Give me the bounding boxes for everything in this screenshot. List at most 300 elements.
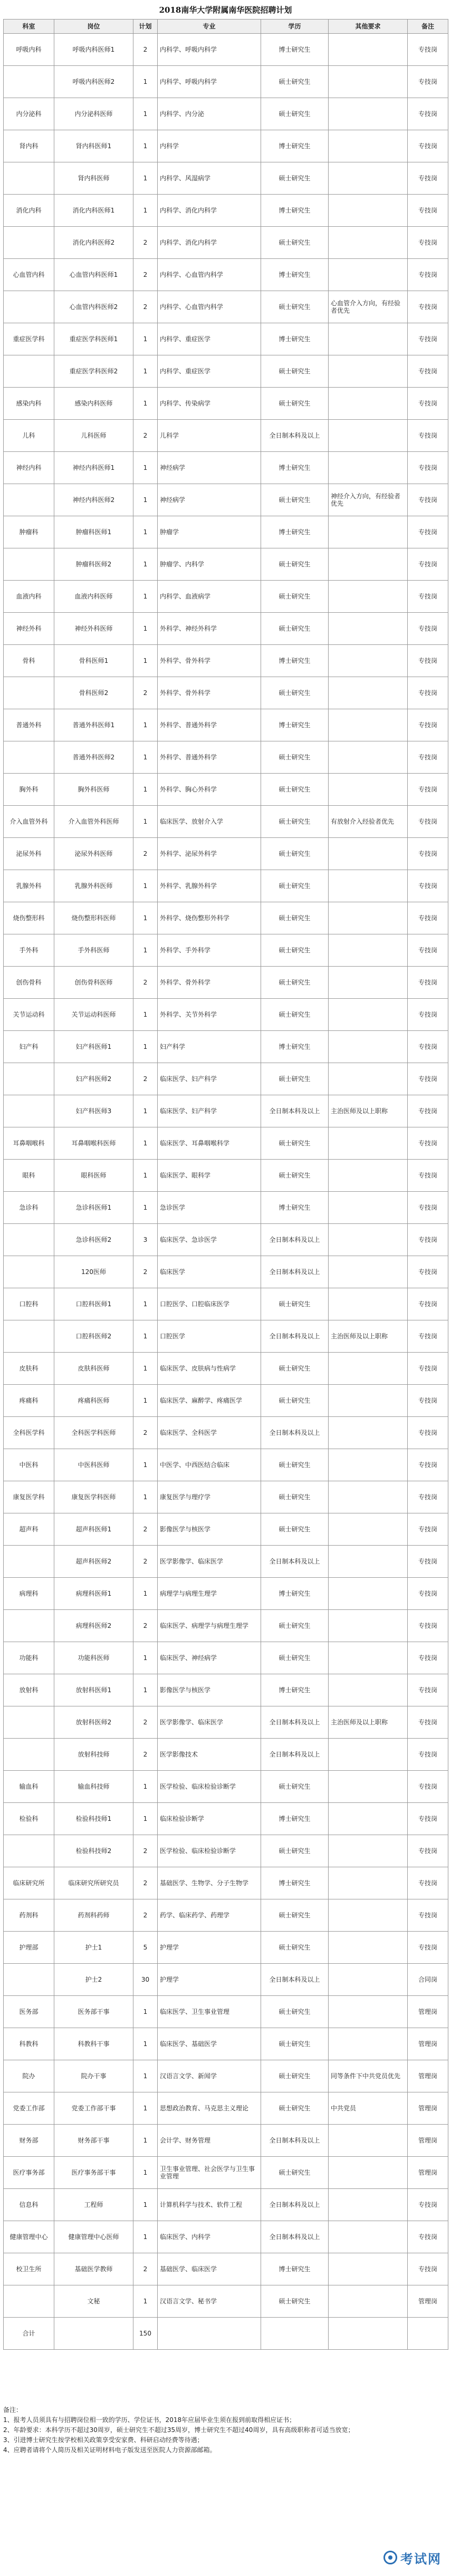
cell-major: 内科学、呼吸内科学: [158, 66, 261, 98]
cell-major: 临床医学、神经病学: [158, 1642, 261, 1674]
table-row: [4, 548, 448, 581]
cell-plan: 1: [133, 162, 158, 195]
cell-remark: 专技岗: [408, 838, 448, 870]
cell-major: 外科学、骨外科学: [158, 677, 261, 709]
cell-plan: 1: [133, 1127, 158, 1160]
table-row: [4, 613, 448, 645]
cell-department: 感染内科: [4, 388, 54, 420]
cell-plan: 5: [133, 1932, 158, 1964]
cell-department: 眼科: [4, 1160, 54, 1192]
cell-education: 硕士研究生: [261, 1063, 329, 1095]
cell-plan: 1: [133, 2028, 158, 2060]
cell-remark: 管理岗: [408, 2125, 448, 2157]
cell-other-requirements: [329, 1642, 408, 1674]
header-education: 学历: [261, 20, 329, 34]
cell-position: 放射科医师2: [54, 1706, 133, 1739]
cell-education: 博士研究生: [261, 452, 329, 484]
table-row: [4, 2157, 448, 2189]
header-major: 专业: [158, 20, 261, 34]
cell-education: 博士研究生: [261, 34, 329, 66]
table-row: [4, 2285, 448, 2318]
cell-education: 硕士研究生: [261, 98, 329, 130]
cell-major: 肿瘤学: [158, 516, 261, 548]
table-row: [4, 677, 448, 709]
cell-plan: 1: [133, 1578, 158, 1610]
cell-major: 计算机科学与技术、软件工程: [158, 2189, 261, 2221]
cell-other-requirements: 有放射介入经验者优先: [329, 806, 408, 838]
cell-education: 硕士研究生: [261, 613, 329, 645]
cell-education: 硕士研究生: [261, 741, 329, 774]
cell-department: 心血管内科: [4, 259, 54, 291]
table-row: [4, 999, 448, 1031]
cell-position: 财务部干事: [54, 2125, 133, 2157]
cell-department: 肿瘤科: [4, 516, 54, 548]
cell-major: 汉语言文学、新闻学: [158, 2060, 261, 2092]
cell-other-requirements: [329, 2221, 408, 2253]
table-row: [4, 2028, 448, 2060]
cell-major: 病理学与病理生理学: [158, 1578, 261, 1610]
table-row: [4, 741, 448, 774]
cell-position: 烧伤整形科医师: [54, 902, 133, 934]
cell-other-requirements: [329, 420, 408, 452]
cell-position: 病理科医师1: [54, 1578, 133, 1610]
cell-education: 博士研究生: [261, 323, 329, 355]
cell-major: 临床医学、妇产科学: [158, 1095, 261, 1127]
table-row: [4, 291, 448, 323]
cell-plan: 2: [133, 1706, 158, 1739]
cell-position: 神经内科医师2: [54, 484, 133, 516]
cell-position: 医疗事务部干事: [54, 2157, 133, 2189]
cell-other-requirements: [329, 1964, 408, 1996]
cell-department: [4, 1706, 54, 1739]
cell-remark: 专技岗: [408, 1224, 448, 1256]
cell-education: 硕士研究生: [261, 66, 329, 98]
cell-major: 内科学、重症医学: [158, 355, 261, 388]
cell-other-requirements: [329, 1578, 408, 1610]
cell-major: 医学检验、临床检验诊断学: [158, 1835, 261, 1867]
cell-department: [4, 1320, 54, 1353]
cell-major: 急诊医学: [158, 1192, 261, 1224]
cell-remark: 专技岗: [408, 1546, 448, 1578]
cell-department: [4, 677, 54, 709]
table-row: [4, 774, 448, 806]
cell-education: 硕士研究生: [261, 999, 329, 1031]
cell-other-requirements: [329, 323, 408, 355]
cell-position: 康复医学科医师: [54, 1481, 133, 1513]
cell-department: 普通外科: [4, 709, 54, 741]
cell-position: 重症医学科医师2: [54, 355, 133, 388]
cell-other-requirements: [329, 999, 408, 1031]
cell-department: [4, 1256, 54, 1288]
cell-other-requirements: [329, 130, 408, 162]
cell-department: [4, 1739, 54, 1771]
cell-department: 急诊科: [4, 1192, 54, 1224]
cell-plan: 1: [133, 66, 158, 98]
cell-position: 科教科干事: [54, 2028, 133, 2060]
table-row: [4, 870, 448, 902]
cell-plan: 1: [133, 516, 158, 548]
cell-education: 硕士研究生: [261, 227, 329, 259]
cell-position: 普通外科医师1: [54, 709, 133, 741]
table-row: [4, 1771, 448, 1803]
cell-other-requirements: [329, 1899, 408, 1932]
table-row: [4, 1320, 448, 1353]
cell-plan: 1: [133, 1192, 158, 1224]
watermark: [383, 2549, 442, 2567]
cell-department: 胸外科: [4, 774, 54, 806]
cell-education: 博士研究生: [261, 709, 329, 741]
cell-department: 药剂科: [4, 1899, 54, 1932]
table-row: [4, 1127, 448, 1160]
cell-position: 基础医学教师: [54, 2253, 133, 2285]
table-row: [4, 1899, 448, 1932]
cell-plan: 1: [133, 774, 158, 806]
table-row: [4, 838, 448, 870]
cell-plan: 1: [133, 1996, 158, 2028]
cell-plan: 2: [133, 1256, 158, 1288]
cell-plan: 2: [133, 259, 158, 291]
cell-position: 超声科医师1: [54, 1513, 133, 1546]
table-row: [4, 1964, 448, 1996]
cell-remark: 专技岗: [408, 1771, 448, 1803]
cell-plan: 1: [133, 1320, 158, 1353]
cell-department: 介入血管外科: [4, 806, 54, 838]
cell-remark: 专技岗: [408, 548, 448, 581]
cell-education: 硕士研究生: [261, 1642, 329, 1674]
cell-education: 硕士研究生: [261, 2092, 329, 2125]
cell-plan: 1: [133, 999, 158, 1031]
cell-other-requirements: [329, 902, 408, 934]
cell-position: 神经内科医师1: [54, 452, 133, 484]
cell-remark: 专技岗: [408, 1610, 448, 1642]
cell-remark: 专技岗: [408, 645, 448, 677]
cell-remark: 专技岗: [408, 130, 448, 162]
cell-position: 手外科医师: [54, 934, 133, 967]
table-row: [4, 1642, 448, 1674]
cell-education: 博士研究生: [261, 2253, 329, 2285]
cell-other-requirements: [329, 1256, 408, 1288]
cell-education: 硕士研究生: [261, 484, 329, 516]
cell-remark: 专技岗: [408, 34, 448, 66]
cell-department: 骨科: [4, 645, 54, 677]
cell-plan: 3: [133, 1224, 158, 1256]
table-row: [4, 806, 448, 838]
cell-remark: 专技岗: [408, 452, 448, 484]
cell-department: 儿科: [4, 420, 54, 452]
cell-remark: 专技岗: [408, 1095, 448, 1127]
cell-major: 肿瘤学、内科学: [158, 548, 261, 581]
cell-position: 妇产科医师3: [54, 1095, 133, 1127]
cell-position: 呼吸内科医师2: [54, 66, 133, 98]
table-row: [4, 645, 448, 677]
cell-major: 药学、临床药学、药理学: [158, 1899, 261, 1932]
cell-other-requirements: 中共党员: [329, 2092, 408, 2125]
cell-major: 外科学、普通外科学: [158, 709, 261, 741]
cell-remark: 专技岗: [408, 162, 448, 195]
cell-department: 放射科: [4, 1674, 54, 1706]
cell-education: 硕士研究生: [261, 774, 329, 806]
notes-heading: 备注：: [3, 2406, 23, 2414]
cell-remark: 专技岗: [408, 1481, 448, 1513]
cell-plan: 1: [133, 1031, 158, 1063]
cell-remark: 专技岗: [408, 774, 448, 806]
cell-position: 妇产科医师2: [54, 1063, 133, 1095]
cell-remark: 专技岗: [408, 2221, 448, 2253]
cell-plan: 1: [133, 1803, 158, 1835]
cell-remark: 专技岗: [408, 1739, 448, 1771]
cell-education: 全日制本科及以上: [261, 2125, 329, 2157]
cell-major: 护理学: [158, 1932, 261, 1964]
cell-plan: 2: [133, 34, 158, 66]
cell-education: 硕士研究生: [261, 1932, 329, 1964]
cell-other-requirements: [329, 66, 408, 98]
cell-department: 耳鼻咽喉科: [4, 1127, 54, 1160]
cell-major: 临床医学、眼科学: [158, 1160, 261, 1192]
cell-position: 120医师: [54, 1256, 133, 1288]
cell-department: [4, 291, 54, 323]
cell-plan: 1: [133, 323, 158, 355]
cell-position: 工程师: [54, 2189, 133, 2221]
table-row: [4, 1610, 448, 1642]
cell-department: 肾内科: [4, 130, 54, 162]
cell-education: 硕士研究生: [261, 291, 329, 323]
cell-major: 医学影像学、临床医学: [158, 1546, 261, 1578]
cell-major: 神经病学: [158, 452, 261, 484]
cell-education: 硕士研究生: [261, 1481, 329, 1513]
cell-other-requirements: [329, 227, 408, 259]
cell-major: 临床医学、病理学与病理生理学: [158, 1610, 261, 1642]
cell-plan: 1: [133, 452, 158, 484]
cell-remark: 专技岗: [408, 291, 448, 323]
cell-plan: 1: [133, 870, 158, 902]
cell-other-requirements: [329, 838, 408, 870]
cell-other-requirements: [329, 1063, 408, 1095]
cell-other-requirements: [329, 1803, 408, 1835]
cell-department: [4, 1964, 54, 1996]
cell-remark: 专技岗: [408, 1706, 448, 1739]
cell-major: 临床医学、全科医学: [158, 1417, 261, 1449]
cell-major: 内科学、呼吸内科学: [158, 34, 261, 66]
cell-major: 基础医学、生物学、分子生物学: [158, 1867, 261, 1899]
cell-department: [4, 66, 54, 98]
cell-remark: 专技岗: [408, 1127, 448, 1160]
cell-education: 博士研究生: [261, 259, 329, 291]
cell-other-requirements: [329, 709, 408, 741]
cell-remark: 专技岗: [408, 1353, 448, 1385]
cell-other-requirements: [329, 355, 408, 388]
cell-remark: 专技岗: [408, 677, 448, 709]
cell-position: 普通外科医师2: [54, 741, 133, 774]
cell-other-requirements: [329, 1771, 408, 1803]
cell-other-requirements: [329, 1610, 408, 1642]
cell-position: 检验科技师1: [54, 1803, 133, 1835]
cell-education: 硕士研究生: [261, 1610, 329, 1642]
cell-education: 全日制本科及以上: [261, 1417, 329, 1449]
cell-major: 临床医学、耳鼻咽喉科学: [158, 1127, 261, 1160]
table-row: [4, 452, 448, 484]
cell-remark: 专技岗: [408, 1288, 448, 1320]
table-row: [4, 1417, 448, 1449]
table-row: [4, 1835, 448, 1867]
cell-other-requirements: [329, 2157, 408, 2189]
cell-position: 心血管内科医师1: [54, 259, 133, 291]
cell-department: 血液内科: [4, 581, 54, 613]
cell-position: 护士1: [54, 1932, 133, 1964]
cell-department: 烧伤整形科: [4, 902, 54, 934]
cell-department: [4, 1095, 54, 1127]
cell-plan: 1: [133, 2157, 158, 2189]
table-header-row: [4, 20, 448, 34]
table-row: [4, 1192, 448, 1224]
cell-other-requirements: [329, 1449, 408, 1481]
cell-remark: 专技岗: [408, 1899, 448, 1932]
cell-education: 博士研究生: [261, 1803, 329, 1835]
cell-other-requirements: [329, 2125, 408, 2157]
cell-department: 检验科: [4, 1803, 54, 1835]
table-row: [4, 902, 448, 934]
cell-plan: 1: [133, 355, 158, 388]
table-row: [4, 1513, 448, 1546]
cell-plan: 2: [133, 838, 158, 870]
cell-major: 临床医学、基础医学: [158, 2028, 261, 2060]
cell-position: 眼科医师: [54, 1160, 133, 1192]
cell-education: 硕士研究生: [261, 2157, 329, 2189]
cell-remark: 专技岗: [408, 1417, 448, 1449]
cell-remark: 管理岗: [408, 2157, 448, 2189]
table-row: [4, 2189, 448, 2221]
cell-department: 疼痛科: [4, 1385, 54, 1417]
cell-department: [4, 2285, 54, 2318]
cell-remark: 专技岗: [408, 2253, 448, 2285]
cell-major: 临床医学、放射介入学: [158, 806, 261, 838]
cell-major: 临床医学、皮肤病与性病学: [158, 1353, 261, 1385]
page-title: 2018南华大学附属南华医院招聘计划: [159, 5, 292, 15]
cell-plan: 1: [133, 2221, 158, 2253]
cell-plan: 1: [133, 1385, 158, 1417]
cell-department: 功能科: [4, 1642, 54, 1674]
cell-remark: 管理岗: [408, 2028, 448, 2060]
header-remark: 备注: [408, 20, 448, 34]
cell-department: 超声科: [4, 1513, 54, 1546]
cell-education: 博士研究生: [261, 1192, 329, 1224]
cell-education: 全日制本科及以上: [261, 2221, 329, 2253]
table-row: [4, 227, 448, 259]
cell-position: 内分泌科医师: [54, 98, 133, 130]
table-row: [4, 1996, 448, 2028]
cell-major: 神经病学: [158, 484, 261, 516]
cell-department: 口腔科: [4, 1288, 54, 1320]
cell-other-requirements: [329, 1385, 408, 1417]
notes-section: [3, 2405, 448, 2456]
cell-position: 疼痛科医师: [54, 1385, 133, 1417]
cell-other-requirements: [329, 1224, 408, 1256]
cell-major: 内科学、血液病学: [158, 581, 261, 613]
table-row: [4, 1867, 448, 1899]
cell-plan: 1: [133, 388, 158, 420]
cell-department: 妇产科: [4, 1031, 54, 1063]
note-item: 4、应聘者请将个人简历及相关证明材料电子版发送至医院人力资源部邮箱。: [3, 2446, 216, 2454]
table-row: [4, 259, 448, 291]
cell-remark: 专技岗: [408, 1256, 448, 1288]
table-row: [4, 2125, 448, 2157]
cell-education: 硕士研究生: [261, 581, 329, 613]
cell-department: 财务部: [4, 2125, 54, 2157]
cell-remark: 专技岗: [408, 2189, 448, 2221]
cell-major: 临床医学、内科学: [158, 2221, 261, 2253]
table-row: [4, 581, 448, 613]
cell-department: [4, 355, 54, 388]
cell-department: [4, 1835, 54, 1867]
cell-remark: 专技岗: [408, 1063, 448, 1095]
cell-other-requirements: [329, 1835, 408, 1867]
cell-department: 内分泌科: [4, 98, 54, 130]
cell-other-requirements: [329, 452, 408, 484]
cell-plan: 2: [133, 967, 158, 999]
cell-position: 神经外科医师: [54, 613, 133, 645]
cell-other-requirements: [329, 2028, 408, 2060]
table-row: [4, 195, 448, 227]
table-row: [4, 2221, 448, 2253]
table-row: [4, 1385, 448, 1417]
cell-plan: 1: [133, 195, 158, 227]
cell-education: 硕士研究生: [261, 548, 329, 581]
cell-major: 汉语言文学、秘书学: [158, 2285, 261, 2318]
table-row: [4, 2253, 448, 2285]
cell-department: [4, 548, 54, 581]
cell-plan: 1: [133, 645, 158, 677]
cell-major: 口腔医学: [158, 1320, 261, 1353]
cell-major: 内科学、风湿病学: [158, 162, 261, 195]
table-row: [4, 323, 448, 355]
cell-position: 党委工作部干事: [54, 2092, 133, 2125]
cell-major: 内科学、重症医学: [158, 323, 261, 355]
cell-other-requirements: 主治医师及以上职称: [329, 1706, 408, 1739]
cell-major: 临床医学、妇产科学: [158, 1063, 261, 1095]
cell-education: 硕士研究生: [261, 1353, 329, 1385]
cell-position: 感染内科医师: [54, 388, 133, 420]
cell-remark: 专技岗: [408, 227, 448, 259]
cell-position: 放射科技师: [54, 1739, 133, 1771]
cell-major: 内科学、消化内科学: [158, 227, 261, 259]
cell-position: 健康管理中心医师: [54, 2221, 133, 2253]
cell-other-requirements: [329, 774, 408, 806]
cell-department: 手外科: [4, 934, 54, 967]
cell-plan: 1: [133, 2189, 158, 2221]
cell-position: 急诊科医师2: [54, 1224, 133, 1256]
cell-position: 肾内科医师: [54, 162, 133, 195]
cell-position: 放射科医师1: [54, 1674, 133, 1706]
total-spacer: [408, 2318, 448, 2350]
cell-position: 胸外科医师: [54, 774, 133, 806]
cell-other-requirements: [329, 1127, 408, 1160]
table-row: [4, 1095, 448, 1127]
cell-remark: 专技岗: [408, 388, 448, 420]
cell-position: 护士2: [54, 1964, 133, 1996]
table-row: [4, 355, 448, 388]
cell-education: 博士研究生: [261, 645, 329, 677]
cell-education: 硕士研究生: [261, 355, 329, 388]
cell-education: 博士研究生: [261, 516, 329, 548]
cell-department: [4, 1610, 54, 1642]
cell-other-requirements: [329, 1353, 408, 1385]
cell-other-requirements: [329, 870, 408, 902]
cell-other-requirements: [329, 162, 408, 195]
cell-major: 儿科学: [158, 420, 261, 452]
cell-other-requirements: [329, 645, 408, 677]
cell-education: 硕士研究生: [261, 1899, 329, 1932]
cell-major: 临床医学、卫生事业管理: [158, 1996, 261, 2028]
cell-department: 医疗事务部: [4, 2157, 54, 2189]
